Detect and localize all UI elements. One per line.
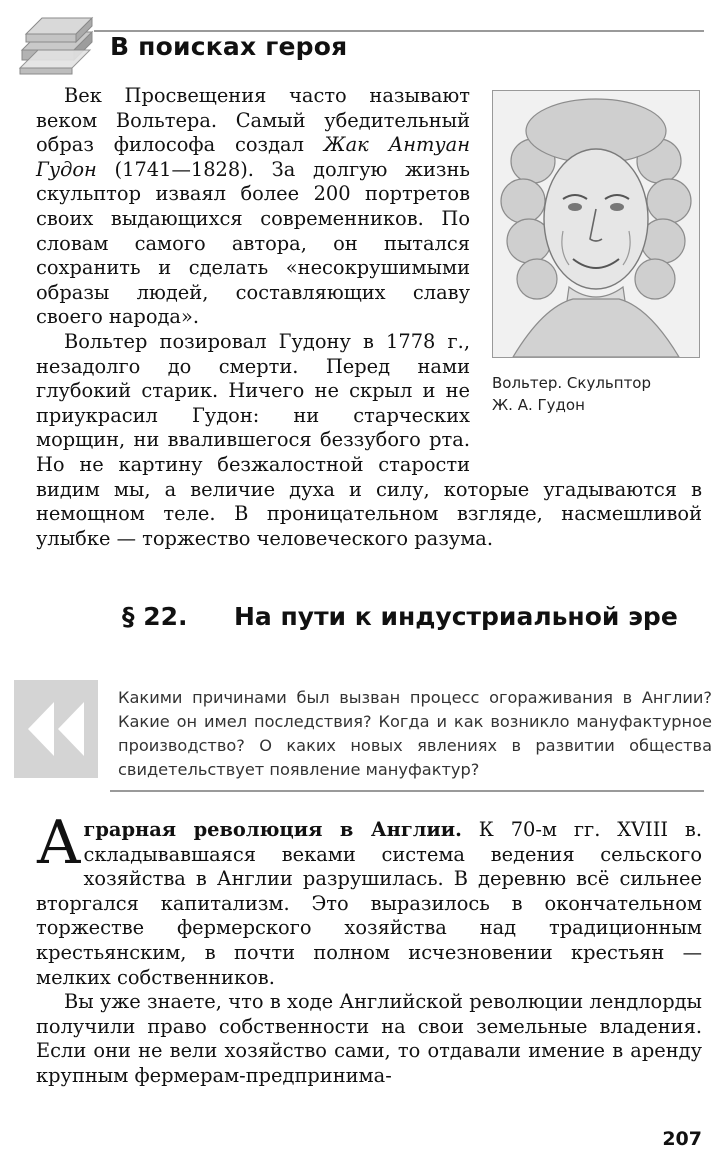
book-stack-icon bbox=[18, 10, 98, 76]
main-text bbox=[36, 808, 702, 1089]
hero-paragraph-2: Вольтер позировал Гудону в 1778 г., незадолго до смерти. Перед нами глубокий старик. Ничего не скрыл и не приукрасил Гудон: ни старческих морщин, ни ввалившегося беззубого рта. Но не картину безжалостной старости видим мы, а величие духа и силу, которые угадываются в немощном теле. В проницательном взгляде, насмешливой улыбке — торжество человеческого разума. bbox=[36, 329, 702, 550]
main-paragraph-1 bbox=[36, 808, 702, 990]
lead-heading: грарная революция в Англии. bbox=[83, 818, 462, 841]
rewind-icon bbox=[14, 680, 98, 778]
caption-line-1: Вольтер. Скульптор bbox=[492, 374, 652, 392]
section-number: § 22. bbox=[122, 602, 188, 631]
portrait-caption bbox=[492, 372, 702, 416]
hero-p1-start: Век Просвещения часто называют веком Вольтера. Самый убедительный образ философа создал bbox=[36, 84, 470, 157]
hero-title: В поисках героя bbox=[110, 32, 348, 61]
hero-header bbox=[18, 10, 704, 80]
review-questions: Какими причинами был вызван процесс огораживания в Англии? Какие он имел последствия? Когда и как возникло мануфактурное производство? О каких новых явлениях в развитии общества свидетельствует появление мануфактур? bbox=[118, 688, 712, 779]
review-questions-box bbox=[14, 680, 712, 792]
voltaire-figure bbox=[492, 90, 702, 454]
main-paragraph-2: Вы уже знаете, что в ходе Английской революции лендлорды получили право собственности на свои земельные владения. Если они не вели хозяйство сами, то отдавали имение в аренду крупным фермерам-предпринима- bbox=[36, 990, 702, 1087]
drop-cap: А bbox=[36, 808, 82, 878]
review-bottom-rule bbox=[110, 790, 704, 792]
hero-text bbox=[36, 84, 702, 551]
caption-line-2: Ж. А. Гудон bbox=[492, 396, 585, 414]
voltaire-bust-image bbox=[492, 90, 700, 358]
section-title: На пути к индустриальной эре bbox=[234, 602, 678, 631]
page-number: 207 bbox=[662, 1128, 702, 1150]
sculptor-name: Жак Антуан Гудон bbox=[36, 133, 470, 181]
main-p1-rest: К 70-м гг. XVIII в. складывавшаяся веками система ведения сельского хозяйства в Англии разрушилась. В деревню всё сильнее вторгался капитализм. Это выразилось в окончательном торжестве фермерского хозяйства над традиционным крестьянским, в почти полном исчезновении крестьян — мелких собственников. bbox=[36, 818, 702, 989]
hero-p1-end: (1741—1828). За долгую жизнь скульптор изваял более 200 портретов своих выдающихся современников. По словам самого автора, он пытался сохранить и сделать «несокрушимыми образы людей, составляющих славу своего народа». bbox=[36, 157, 470, 329]
